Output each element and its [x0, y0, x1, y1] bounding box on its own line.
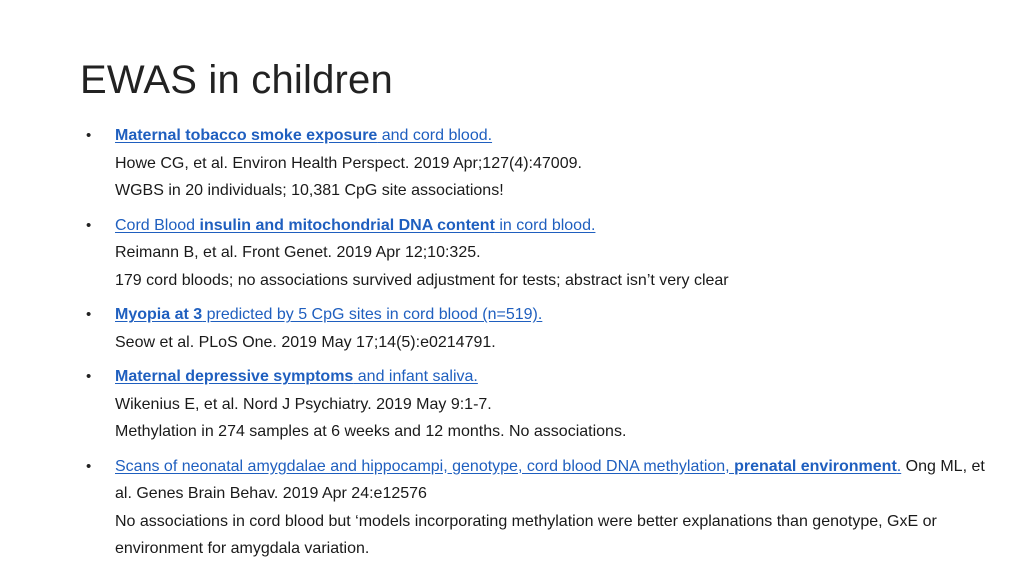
note: No associations in cord blood but ‘models incorporating methylation were better explanations than genotype, GxE or environment for amygdala variation. [115, 512, 937, 557]
bullet-icon: • [86, 306, 92, 323]
citation: Reimann B, et al. Front Genet. 2019 Apr 12;10:325. [115, 244, 481, 261]
reference-link[interactable]: Maternal tobacco smoke exposure and cord blood. [115, 127, 493, 144]
bullet-icon: • [86, 457, 92, 475]
list-item [86, 212, 986, 295]
bullet-icon: • [86, 127, 92, 144]
list-item [86, 122, 986, 205]
reference-link[interactable]: Maternal depressive symptoms and infant saliva. [115, 368, 478, 385]
list-item [86, 363, 986, 446]
citation: Seow et al. PLoS One. 2019 May 17;14(5):e0214791. [115, 333, 496, 351]
bullet-icon: • [86, 368, 92, 385]
reference-list [86, 122, 986, 570]
citation: Howe CG, et al. Environ Health Perspect. 2019 Apr;127(4):47009. [115, 154, 582, 172]
note: 179 cord bloods; no associations survived adjustment for tests; abstract isn’t very clear [115, 271, 729, 289]
reference-link[interactable]: Myopia at 3 predicted by 5 CpG sites in cord blood (n=519). [115, 306, 543, 323]
citation: Wikenius E, et al. Nord J Psychiatry. 2019 May 9:1-7. [115, 395, 492, 413]
slide-title: EWAS in children [80, 58, 393, 102]
note: WGBS in 20 individuals; 10,381 CpG site associations! [115, 182, 504, 199]
list-item [86, 301, 986, 356]
bullet-icon: • [86, 216, 92, 234]
list-item [86, 453, 986, 563]
citation: Ong ML, et al. Genes Brain Behav. 2019 Apr 24:e12576 [115, 457, 985, 502]
reference-link[interactable]: Scans of neonatal amygdalae and hippocampi, genotype, cord blood DNA methylation, prenatal environment. [115, 457, 902, 475]
reference-link[interactable]: Cord Blood insulin and mitochondrial DNA content in cord blood. [115, 216, 596, 234]
note: Methylation in 274 samples at 6 weeks and 12 months. No associations. [115, 423, 627, 440]
